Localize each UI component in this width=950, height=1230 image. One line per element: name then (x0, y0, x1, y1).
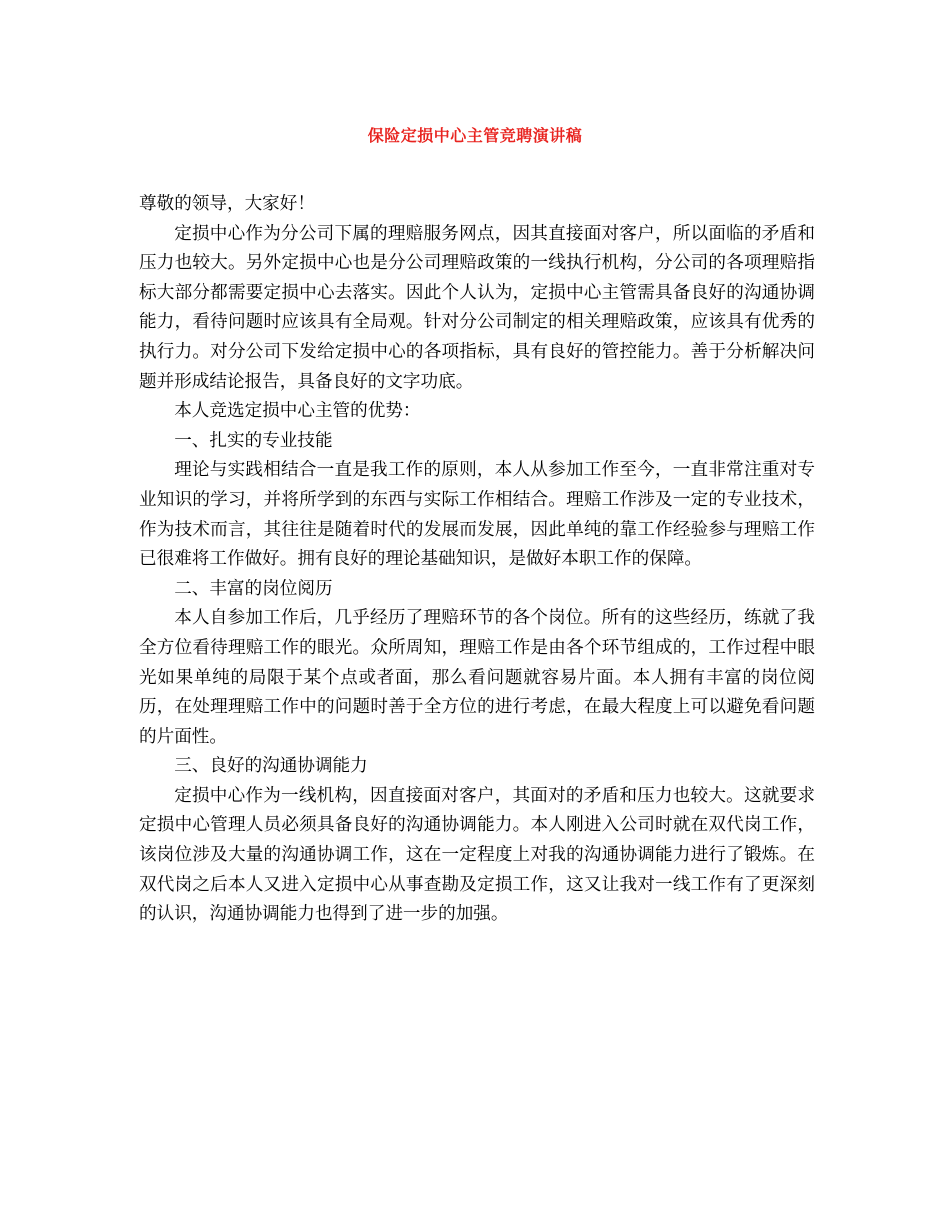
intro-paragraph: 定损中心作为分公司下属的理赔服务网点，因其直接面对客户，所以面临的矛盾和压力也较大。另外定损中心也是分公司理赔政策的一线执行机构，分公司的各项理赔指标大部分都需要定损中心去落实。因此个人认为，定损中心主管需具备良好的沟通协调能力，看待问题时应该具有全局观。针对分公司制定的相关理赔政策，应该具有优秀的执行力。对分公司下发给定损中心的各项指标，具有良好的管控能力。善于分析解决问题并形成结论报告，具备良好的文字功底。 (139, 223, 815, 392)
advantages-lead-paragraph: 本人竞选定损中心主管的优势： (174, 401, 421, 422)
greeting-paragraph: 尊敬的领导，大家好！ (139, 194, 315, 214)
section-heading-experience: 二、丰富的岗位阅历 (174, 578, 333, 599)
section-heading-skills: 一、扎实的专业技能 (174, 430, 333, 451)
communication-paragraph: 定损中心作为一线机构，因直接面对客户，其面对的矛盾和压力也较大。这就要求定损中心管理人员必须具备良好的沟通协调能力。本人刚进入公司时就在双代岗工作，该岗位涉及大量的沟通协调工作，这在一定程度上对我的沟通协调能力进行了锻炼。在双代岗之后本人又进入定损中心从事查勘及定损工作，这又让我对一线工作有了更深刻的认识，沟通协调能力也得到了进一步的加强。 (139, 785, 815, 925)
skills-paragraph: 理论与实践相结合一直是我工作的原则，本人从参加工作至今，一直非常注重对专业知识的学习，并将所学到的东西与实际工作相结合。理赔工作涉及一定的专业技术，作为技术而言，其往往是随着时代的发展而发展，因此单纯的靠工作经验参与理赔工作已很难将工作做好。拥有良好的理论基础知识，是做好本职工作的保障。 (139, 460, 815, 570)
section-heading-communication: 三、良好的沟通协调能力 (174, 756, 368, 777)
document-title: 保险定损中心主管竞聘演讲稿 (367, 126, 583, 145)
experience-paragraph: 本人自参加工作后，几乎经历了理赔环节的各个岗位。所有的这些经历，练就了我全方位看待理赔工作的眼光。众所周知，理赔工作是由各个环节组成的，工作过程中眼光如果单纯的局限于某个点或者面，那么看问题就容易片面。本人拥有丰富的岗位阅历，在处理理赔工作中的问题时善于全方位的进行考虑，在最大程度上可以避免看问题的片面性。 (139, 608, 815, 747)
document-body (139, 190, 815, 930)
